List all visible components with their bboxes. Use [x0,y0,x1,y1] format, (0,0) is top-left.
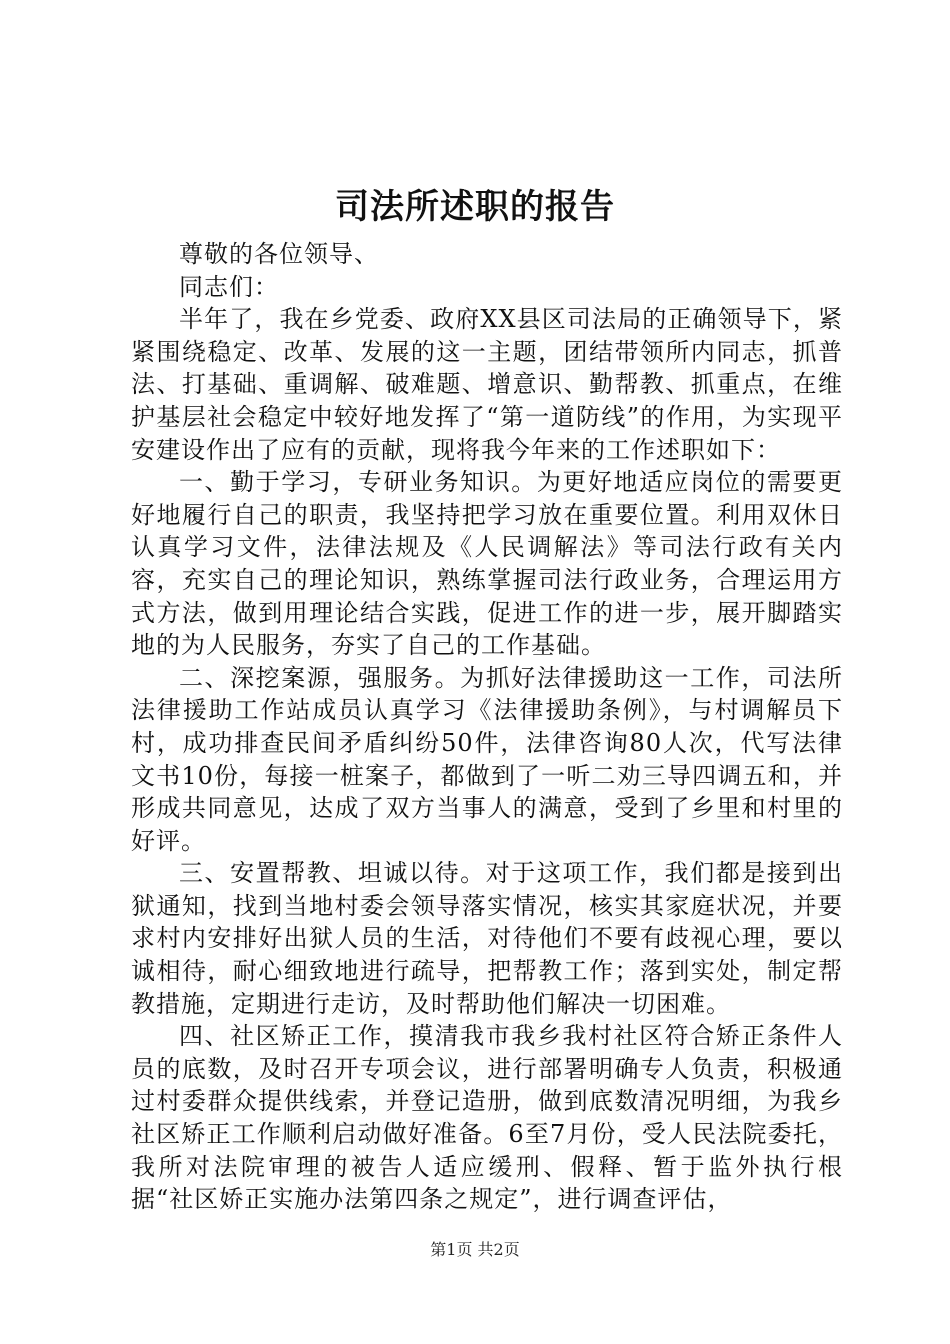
page-footer: 第1页 共2页 [430,1240,520,1259]
document-title: 司法所述职的报告 [335,187,615,227]
paragraph-legal-aid: 二、深挖案源，强服务。为抓好法律援助这一工作，司法所法律援助工作站成员认真学习《法律援助条例》，与村调解员下村，成功排查民间矛盾纠纷50件，法律咨询80人次，代写法律文书10份，每接一桩案子，都做到了一听二劝三导四调五和，并形成共同意见，达成了双方当事人的满意，受到了乡里和村里的好评。 [131,663,843,855]
paragraph-study: 一、勤于学习，专研业务知识。为更好地适应岗位的需要更好地履行自己的职责，我坚持把学习放在重要位置。利用双休日认真学习文件，法律法规及《人民调解法》等司法行政有关内容，充实自己的理论知识，熟练掌握司法行政业务，合理运用方式方法，做到用理论结合实践，促进工作的进一步，展开脚踏实地的为人民服务，夯实了自己的工作基础。 [131,468,843,660]
salutation-line-2: 同志们： [179,272,279,301]
paragraph-intro: 半年了，我在乡党委、政府XX县区司法局的正确领导下，紧紧围绕稳定、改革、发展的这一主题，团结带领所内同志，抓普法、打基础、重调解、破难题、增意识、勤帮教、抓重点，在维护基层社会稳定中较好地发挥了“第一道防线”的作用，为实现平安建设作出了应有的贡献，现将我今年来的工作述职如下： [131,305,843,464]
document-body [131,238,843,1216]
paragraph-resettlement: 三、安置帮教、坦诚以待。对于这项工作，我们都是接到出狱通知，找到当地村委会领导落实情况，核实其家庭状况，并要求村内安排好出狱人员的生活，对待他们不要有歧视心理，要以诚相待，耐心细致地进行疏导，把帮教工作；落到实处，制定帮教措施，定期进行走访，及时帮助他们解决一切困难。 [131,859,843,1018]
salutation-line-1: 尊敬的各位领导、 [179,240,379,268]
paragraph-community-correction: 四、社区矫正工作，摸清我市我乡我村社区符合矫正条件人员的底数，及时召开专项会议，进行部署明确专人负责，积极通过村委群众提供线索，并登记造册，做到底数清况明细，为我乡社区矫正工作顺利启动做好准备。6至7月份，受人民法院委托，我所对法院审理的被告人适应缓刑、假释、暂于监外执行根据“社区娇正实施办法第四条之规定”，进行调查评估， [131,1022,843,1214]
